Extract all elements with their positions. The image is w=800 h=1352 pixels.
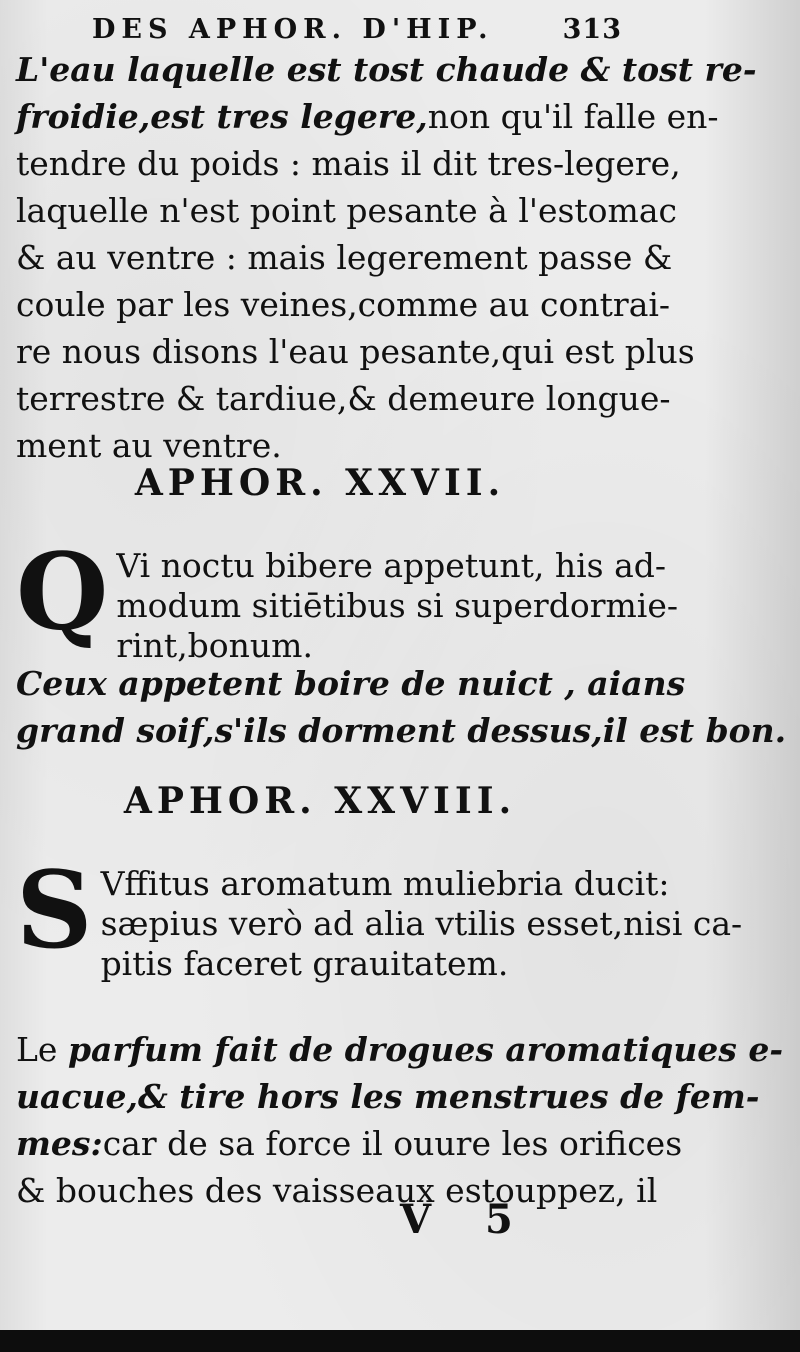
text-line: L'eau laquelle est tost chaude & tost re- (16, 50, 757, 89)
paragraph-perfume (16, 1026, 784, 1214)
text-line: Vffitus aromatum muliebria ducit: (100, 864, 670, 903)
text-line: & au ventre : mais legerement passe & (16, 238, 673, 277)
text-line: coule par les veines,comme au contrai- (16, 285, 671, 324)
aphorism-heading-28: APHOR. XXVIII. (123, 780, 517, 822)
running-title: DES APHOR. D'HIP. (92, 14, 494, 45)
text-line: pitis faceret grauitatem. (100, 944, 509, 983)
text-line: modum sitiētibus si superdormie- (116, 586, 679, 625)
text-line: re nous disons l'eau pesante,qui est plus (16, 332, 695, 371)
aphorism-heading-27: APHOR. XXVII. (134, 462, 506, 504)
text-line: grand soif,s'ils dorment dessus,il est bon. (16, 711, 787, 750)
page-number: 313 (562, 14, 622, 45)
drop-cap: Q (16, 529, 109, 654)
aphorism-28-latin (16, 847, 743, 984)
text-line: sæpius verò ad alia vtilis esset,nisi ca- (100, 904, 743, 943)
text-line: rint,bonum. (116, 626, 313, 665)
text-line: Le parfum fait de drogues aromatiques e- (16, 1030, 784, 1069)
text-line: laquelle n'est point pesante à l'estomac (16, 191, 677, 230)
running-head (92, 14, 622, 45)
aphorism-27-french (16, 660, 787, 754)
text-line: Vi noctu bibere appetunt, his ad- (116, 546, 667, 585)
text-line: uacue,& tire hors les menstrues de fem- (16, 1077, 760, 1116)
drop-cap: S (16, 847, 93, 972)
text-line: tendre du poids : mais il dit tres-legere, (16, 144, 681, 183)
text-line: mes:car de sa force il ouure les orifices (16, 1124, 683, 1163)
paragraph-water (16, 46, 757, 469)
text-line: ment au ventre. (16, 426, 282, 465)
signature-mark: V 5 (400, 1196, 533, 1243)
aphorism-27-latin (16, 529, 679, 666)
text-line: terrestre & tardiue,& demeure longue- (16, 379, 671, 418)
text-line: froidie,est tres legere,non qu'il falle en- (16, 97, 719, 136)
scan-edge (0, 1330, 800, 1352)
text-line: & bouches des vaisseaux estouppez, il (16, 1171, 658, 1210)
text-line: Ceux appetent boire de nuict , aians (16, 664, 686, 703)
